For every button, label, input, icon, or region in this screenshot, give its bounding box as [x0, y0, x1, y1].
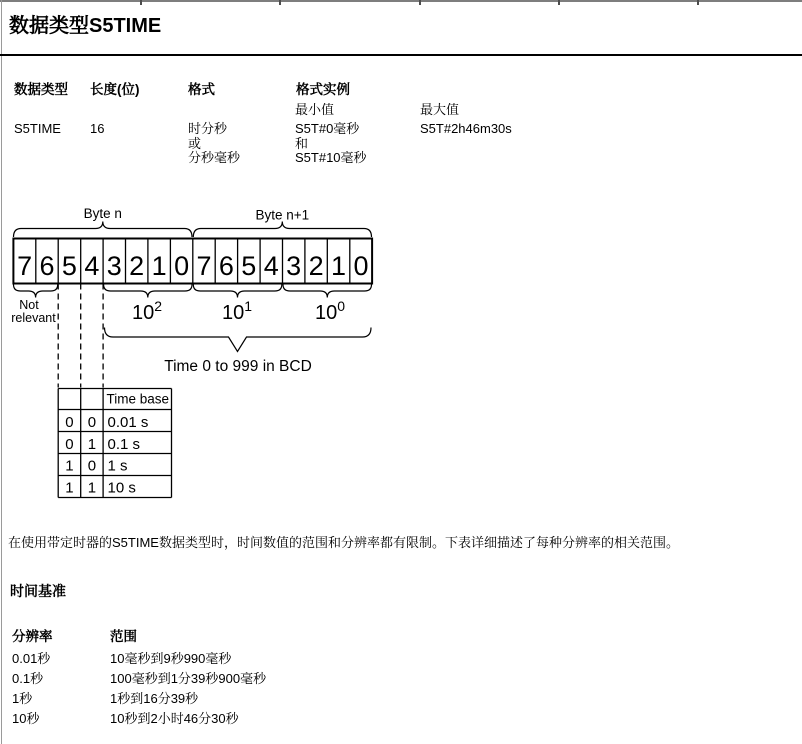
spec-header-datatype: 数据类型 — [14, 82, 68, 97]
bit-number: 2 — [129, 251, 145, 281]
power-label-1s — [315, 298, 345, 324]
resolution-cell: 1秒 — [12, 691, 33, 706]
timebase-value: 10 s — [107, 479, 136, 497]
timebase-bit0: 1 — [87, 479, 97, 497]
range-cell: 10秒到2小时46分30秒 — [110, 711, 239, 726]
top-border-tick — [697, 0, 699, 5]
not-relevant-label-line2: relevant — [11, 311, 56, 325]
timebase-value: 0.1 s — [107, 436, 141, 453]
spec-format-line: 分秒毫秒 — [188, 150, 241, 165]
spec-min-line: 和 — [295, 135, 309, 151]
bit-number: 0 — [353, 251, 369, 281]
timebase-dashed-connectors — [58, 284, 103, 388]
spec-format-line: 或 — [188, 135, 202, 151]
page-title: 数据类型S5TIME — [9, 15, 162, 37]
timebase-bit1: 0 — [65, 436, 74, 453]
timebase-table-header: Time base — [106, 391, 170, 407]
timebase-bit0: 0 — [87, 414, 97, 431]
power-label-10s — [222, 298, 252, 324]
bit-number: 6 — [218, 251, 234, 281]
description-paragraph: 在使用带定时器的S5TIME数据类型时，时间数值的范围和分辨率都有限制。下表详细描述了每种分辨率的相关范围。 — [8, 535, 679, 550]
group-braces — [14, 285, 372, 298]
spec-header-format: 格式 — [188, 82, 215, 97]
power-label-100s — [132, 298, 162, 324]
bit-number: 1 — [151, 251, 167, 281]
bcd-range-label: Time 0 to 999 in BCD — [164, 358, 312, 375]
timebase-bit0: 0 — [87, 457, 97, 475]
timebase-value: 1 s — [107, 457, 128, 475]
byte-braces — [14, 222, 372, 238]
timebase-table-rows — [65, 414, 148, 497]
range-cell: 100毫秒到1分39秒900毫秒 — [110, 671, 267, 686]
spec-header-example: 格式实例 — [296, 82, 350, 97]
spec-value-datatype: S5TIME — [14, 121, 61, 136]
bit-number: 2 — [308, 251, 324, 281]
resolution-cell: 0.01秒 — [12, 651, 51, 666]
resolution-header: 分辨率 — [12, 629, 53, 644]
power-exponent: 2 — [154, 298, 163, 314]
bit-number: 5 — [61, 251, 77, 281]
spec-value-length: 16 — [90, 121, 105, 136]
range-cell: 10毫秒到9秒990毫秒 — [110, 651, 232, 666]
spec-subheader-min: 最小值 — [295, 102, 335, 117]
bit-number: 4 — [263, 251, 279, 281]
spec-subheader-max: 最大值 — [420, 102, 460, 117]
bit-number: 6 — [39, 251, 55, 281]
timebase-bit1: 1 — [65, 457, 74, 475]
spec-min-line: S5T#0毫秒 — [295, 121, 360, 136]
range-header: 范围 — [110, 629, 137, 644]
bit-number: 5 — [241, 251, 257, 281]
timebase-bit1: 1 — [65, 479, 74, 497]
byte-n-label: Byte n — [83, 206, 122, 221]
power-base: 10 — [132, 302, 155, 324]
timebase-value: 0.01 s — [107, 414, 149, 431]
bcd-brace — [105, 328, 372, 352]
timebase-bit0: 1 — [87, 436, 97, 453]
bit-number: 1 — [330, 251, 347, 281]
power-exponent: 0 — [337, 298, 346, 314]
spec-header-length: 长度(位) — [90, 82, 140, 97]
byte-n1-label: Byte n+1 — [255, 207, 310, 223]
bit-number: 3 — [106, 251, 122, 281]
bit-number: 3 — [286, 251, 302, 281]
power-exponent: 1 — [244, 298, 253, 314]
bit-number: 7 — [17, 251, 33, 281]
resolution-cell: 0.1秒 — [12, 671, 44, 686]
s5time-bit-diagram — [0, 0, 420, 520]
timebase-bit1: 0 — [65, 414, 74, 431]
power-base: 10 — [315, 302, 338, 324]
bit-number: 0 — [174, 251, 190, 281]
spec-format-line: 时分秒 — [188, 121, 228, 136]
bit-number: 4 — [84, 251, 100, 281]
resolution-cell: 10秒 — [12, 711, 40, 726]
top-border-tick — [558, 0, 560, 5]
spec-min-line: S5T#10毫秒 — [295, 150, 367, 165]
not-relevant-label-line1: Not — [19, 298, 39, 312]
bit-number: 7 — [196, 251, 212, 281]
range-cell: 1秒到16分39秒 — [110, 691, 199, 706]
timebase-section-heading: 时间基准 — [10, 583, 66, 599]
power-base: 10 — [222, 302, 245, 324]
spec-value-max: S5T#2h46m30s — [420, 121, 512, 136]
